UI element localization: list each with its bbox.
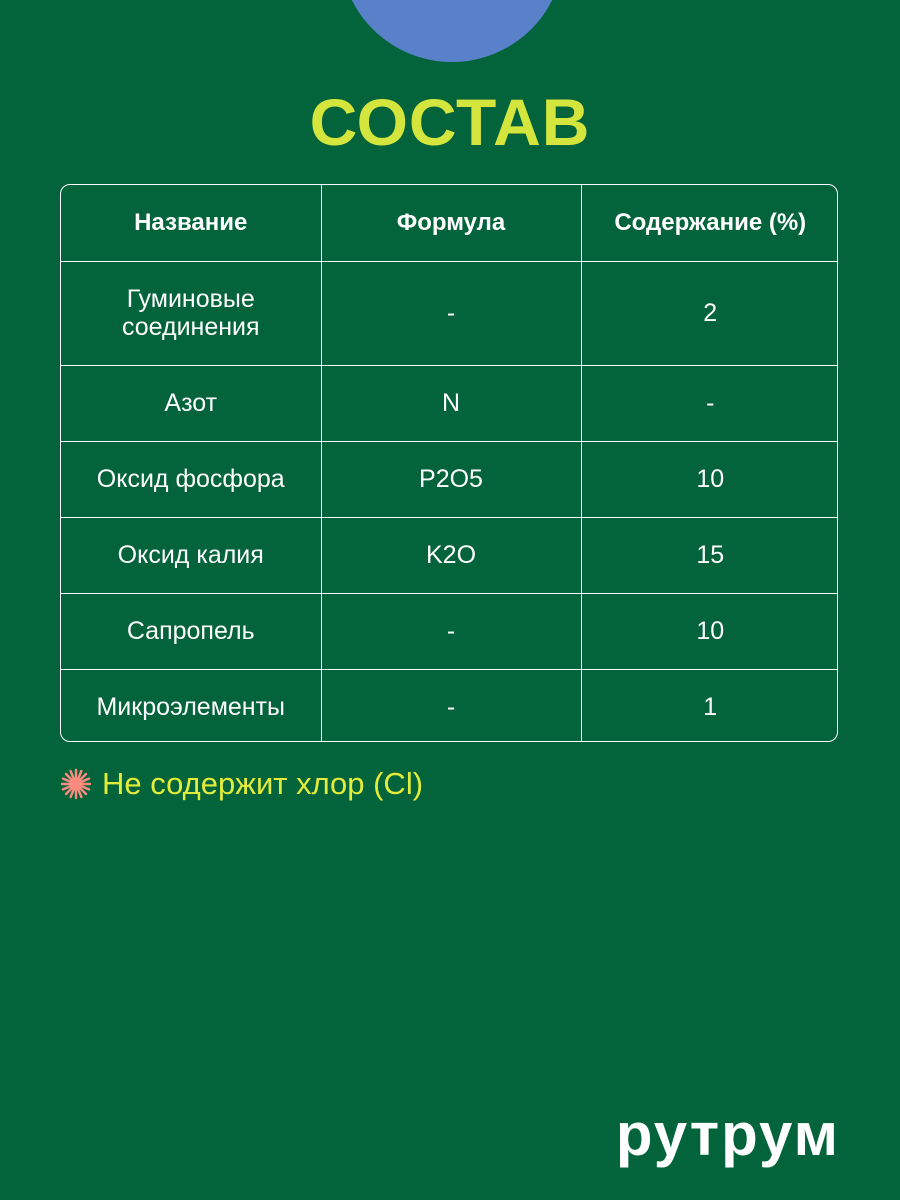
cell-content: 1 xyxy=(581,669,838,742)
brand-logo: рутрум xyxy=(615,1101,840,1168)
cell-name: Оксид калия xyxy=(61,517,321,593)
cell-content: - xyxy=(581,365,838,441)
page-title: СОСТАВ xyxy=(309,85,591,159)
composition-table xyxy=(60,184,838,742)
cell-formula: - xyxy=(321,669,581,742)
cell-content: 10 xyxy=(581,593,838,669)
header-content: Содержание (%) xyxy=(581,185,838,261)
asterisk-burst-icon xyxy=(60,768,92,800)
table-row xyxy=(61,365,838,441)
cell-name: Азот xyxy=(61,365,321,441)
cell-content: 10 xyxy=(581,441,838,517)
table-row xyxy=(61,441,838,517)
table-header-row xyxy=(61,185,838,261)
decorative-circle xyxy=(340,0,564,62)
table-row xyxy=(61,517,838,593)
cell-formula: K2O xyxy=(321,517,581,593)
cell-name: Оксид фосфора xyxy=(61,441,321,517)
table-row xyxy=(61,593,838,669)
cell-formula: - xyxy=(321,261,581,365)
table-row xyxy=(61,261,838,365)
cell-name: Гуминовые соединения xyxy=(61,261,321,365)
cell-formula: N xyxy=(321,365,581,441)
table-row xyxy=(61,669,838,742)
cell-content: 2 xyxy=(581,261,838,365)
header-formula: Формула xyxy=(321,185,581,261)
header-name: Название xyxy=(61,185,321,261)
cell-name: Микроэлементы xyxy=(61,669,321,742)
cell-formula: P2O5 xyxy=(321,441,581,517)
chlorine-free-note xyxy=(60,764,423,804)
cell-content: 15 xyxy=(581,517,838,593)
note-text: Не содержит хлор (Cl) xyxy=(102,766,424,801)
cell-formula: - xyxy=(321,593,581,669)
cell-name: Сапропель xyxy=(61,593,321,669)
